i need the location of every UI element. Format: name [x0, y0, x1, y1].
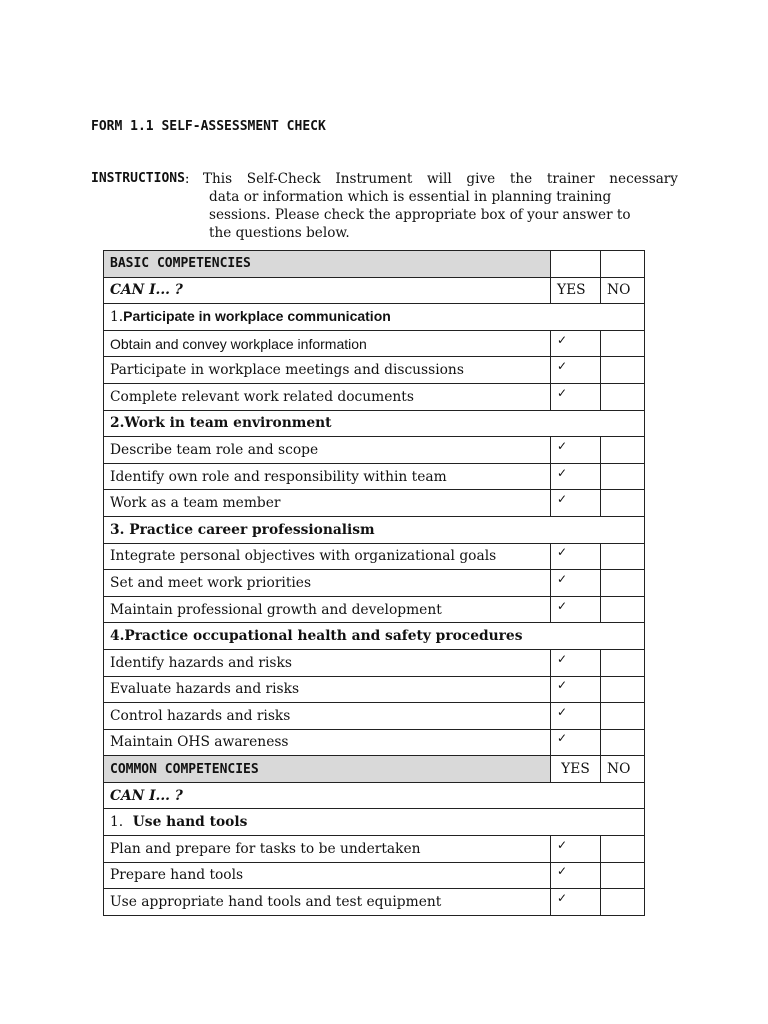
instructions-block: INSTRUCTIONS : This Self-Check Instrument will give the trainer necessary data or information which is essential in planning training sessions. Please check the appropriate box of your answer to the questions below. — [91, 171, 678, 241]
form-title: FORM 1.1 SELF-ASSESSMENT CHECK — [91, 119, 326, 134]
competency-item: Identify own role and responsibility within team — [104, 463, 551, 490]
table-row — [104, 543, 645, 570]
checkmark-icon: ✓ — [557, 678, 568, 693]
competency-item: Maintain OHS awareness — [104, 729, 551, 756]
no-checkbox-cell[interactable] — [601, 596, 645, 623]
section-title — [104, 410, 645, 437]
competency-item: Complete relevant work related documents — [104, 383, 551, 410]
section-number: 2. — [110, 415, 125, 432]
yes-checkbox-cell[interactable] — [551, 490, 601, 517]
table-row — [104, 437, 645, 464]
section-title-text: Participate in workplace communication — [123, 308, 391, 325]
checkmark-icon: ✓ — [557, 545, 568, 560]
table-row — [104, 889, 645, 916]
no-checkbox-cell[interactable] — [601, 463, 645, 490]
header-blank-cell — [601, 251, 645, 278]
section-title — [104, 304, 645, 331]
common-competencies-header: COMMON COMPETENCIES — [104, 756, 551, 783]
yes-column-label: YES — [551, 277, 601, 304]
table-row — [104, 703, 645, 730]
yes-column-label: YES — [551, 756, 601, 783]
no-checkbox-cell[interactable] — [601, 383, 645, 410]
table-row — [104, 862, 645, 889]
section-number: 1. — [110, 814, 124, 831]
no-checkbox-cell[interactable] — [601, 437, 645, 464]
yes-checkbox-cell[interactable] — [551, 543, 601, 570]
common-can-row — [104, 782, 645, 809]
table-row — [104, 357, 645, 384]
no-checkbox-cell[interactable] — [601, 330, 645, 357]
section-title — [104, 623, 645, 650]
yes-checkbox-cell[interactable] — [551, 862, 601, 889]
checkmark-icon: ✓ — [557, 359, 568, 374]
yes-checkbox-cell[interactable] — [551, 676, 601, 703]
checkmark-icon: ✓ — [557, 438, 568, 453]
checkmark-icon: ✓ — [557, 571, 568, 586]
table-row — [104, 330, 645, 357]
can-i-label: CAN I... ? — [104, 277, 551, 304]
no-checkbox-cell[interactable] — [601, 357, 645, 384]
yes-checkbox-cell[interactable] — [551, 437, 601, 464]
yes-checkbox-cell[interactable] — [551, 357, 601, 384]
no-checkbox-cell[interactable] — [601, 703, 645, 730]
checkmark-icon: ✓ — [557, 332, 568, 347]
header-blank-cell — [551, 251, 601, 278]
table-row — [104, 836, 645, 863]
yes-checkbox-cell[interactable] — [551, 889, 601, 916]
no-checkbox-cell[interactable] — [601, 889, 645, 916]
instructions-label: INSTRUCTIONS — [91, 171, 185, 186]
instructions-line-3: sessions. Please check the appropriate box of your answer to — [209, 207, 631, 223]
section-title-text: Practice career professionalism — [124, 521, 375, 538]
table-row — [104, 729, 645, 756]
section-row — [104, 809, 645, 836]
assessment-table — [103, 250, 645, 916]
checkmark-icon: ✓ — [557, 651, 568, 666]
yes-checkbox-cell[interactable] — [551, 729, 601, 756]
table-row — [104, 463, 645, 490]
basic-can-row — [104, 277, 645, 304]
instructions-line-2: data or information which is essential in planning training — [209, 189, 612, 205]
competency-item: Plan and prepare for tasks to be undertaken — [104, 836, 551, 863]
checkmark-icon: ✓ — [557, 492, 568, 507]
yes-checkbox-cell[interactable] — [551, 463, 601, 490]
yes-checkbox-cell[interactable] — [551, 570, 601, 597]
instructions-line-1: This Self-Check Instrument will give the trainer necessary — [202, 171, 678, 187]
no-checkbox-cell[interactable] — [601, 862, 645, 889]
section-title-text: Use hand tools — [123, 814, 248, 831]
section-number: 1. — [110, 309, 124, 326]
checkmark-icon: ✓ — [557, 891, 568, 906]
section-row — [104, 410, 645, 437]
no-column-label: NO — [601, 277, 645, 304]
checkmark-icon: ✓ — [557, 598, 568, 613]
section-row — [104, 304, 645, 331]
section-number: 3. — [110, 521, 125, 538]
yes-checkbox-cell[interactable] — [551, 836, 601, 863]
competency-item: Describe team role and scope — [104, 437, 551, 464]
competency-item: Prepare hand tools — [104, 862, 551, 889]
checkmark-icon: ✓ — [557, 385, 568, 400]
no-checkbox-cell[interactable] — [601, 729, 645, 756]
section-title-text: Work in team environment — [124, 415, 332, 432]
competency-item: Maintain professional growth and development — [104, 596, 551, 623]
no-checkbox-cell[interactable] — [601, 543, 645, 570]
section-row — [104, 516, 645, 543]
checkmark-icon: ✓ — [557, 465, 568, 480]
common-header-row — [104, 756, 645, 783]
yes-checkbox-cell[interactable] — [551, 649, 601, 676]
no-checkbox-cell[interactable] — [601, 570, 645, 597]
no-checkbox-cell[interactable] — [601, 490, 645, 517]
yes-checkbox-cell[interactable] — [551, 383, 601, 410]
section-title-text: Practice occupational health and safety procedures — [124, 628, 523, 645]
basic-competencies-header: BASIC COMPETENCIES — [104, 251, 551, 278]
table-row — [104, 596, 645, 623]
competency-item: Integrate personal objectives with organizational goals — [104, 543, 551, 570]
no-checkbox-cell[interactable] — [601, 836, 645, 863]
competency-item: Identify hazards and risks — [104, 649, 551, 676]
checkmark-icon: ✓ — [557, 731, 568, 746]
section-number: 4. — [110, 628, 125, 645]
competency-item: Work as a team member — [104, 490, 551, 517]
table-row — [104, 383, 645, 410]
no-checkbox-cell[interactable] — [601, 676, 645, 703]
yes-checkbox-cell[interactable] — [551, 596, 601, 623]
yes-checkbox-cell[interactable] — [551, 330, 601, 357]
can-i-label: CAN I... ? — [104, 782, 645, 809]
yes-checkbox-cell[interactable] — [551, 703, 601, 730]
section-row — [104, 623, 645, 650]
table-row — [104, 570, 645, 597]
checkmark-icon: ✓ — [557, 704, 568, 719]
checkmark-icon: ✓ — [557, 864, 568, 879]
competency-item: Evaluate hazards and risks — [104, 676, 551, 703]
competency-item: Use appropriate hand tools and test equipment — [104, 889, 551, 916]
competency-item: Obtain and convey workplace information — [104, 330, 551, 357]
table-row — [104, 676, 645, 703]
section-title — [104, 809, 645, 836]
competency-item: Set and meet work priorities — [104, 570, 551, 597]
no-column-label: NO — [601, 756, 645, 783]
instructions-line-4: the questions below. — [209, 225, 350, 241]
competency-item: Control hazards and risks — [104, 703, 551, 730]
basic-header-row — [104, 251, 645, 278]
table-row — [104, 649, 645, 676]
no-checkbox-cell[interactable] — [601, 649, 645, 676]
competency-item: Participate in workplace meetings and discussions — [104, 357, 551, 384]
checkmark-icon: ✓ — [557, 837, 568, 852]
table-row — [104, 490, 645, 517]
section-title — [104, 516, 645, 543]
